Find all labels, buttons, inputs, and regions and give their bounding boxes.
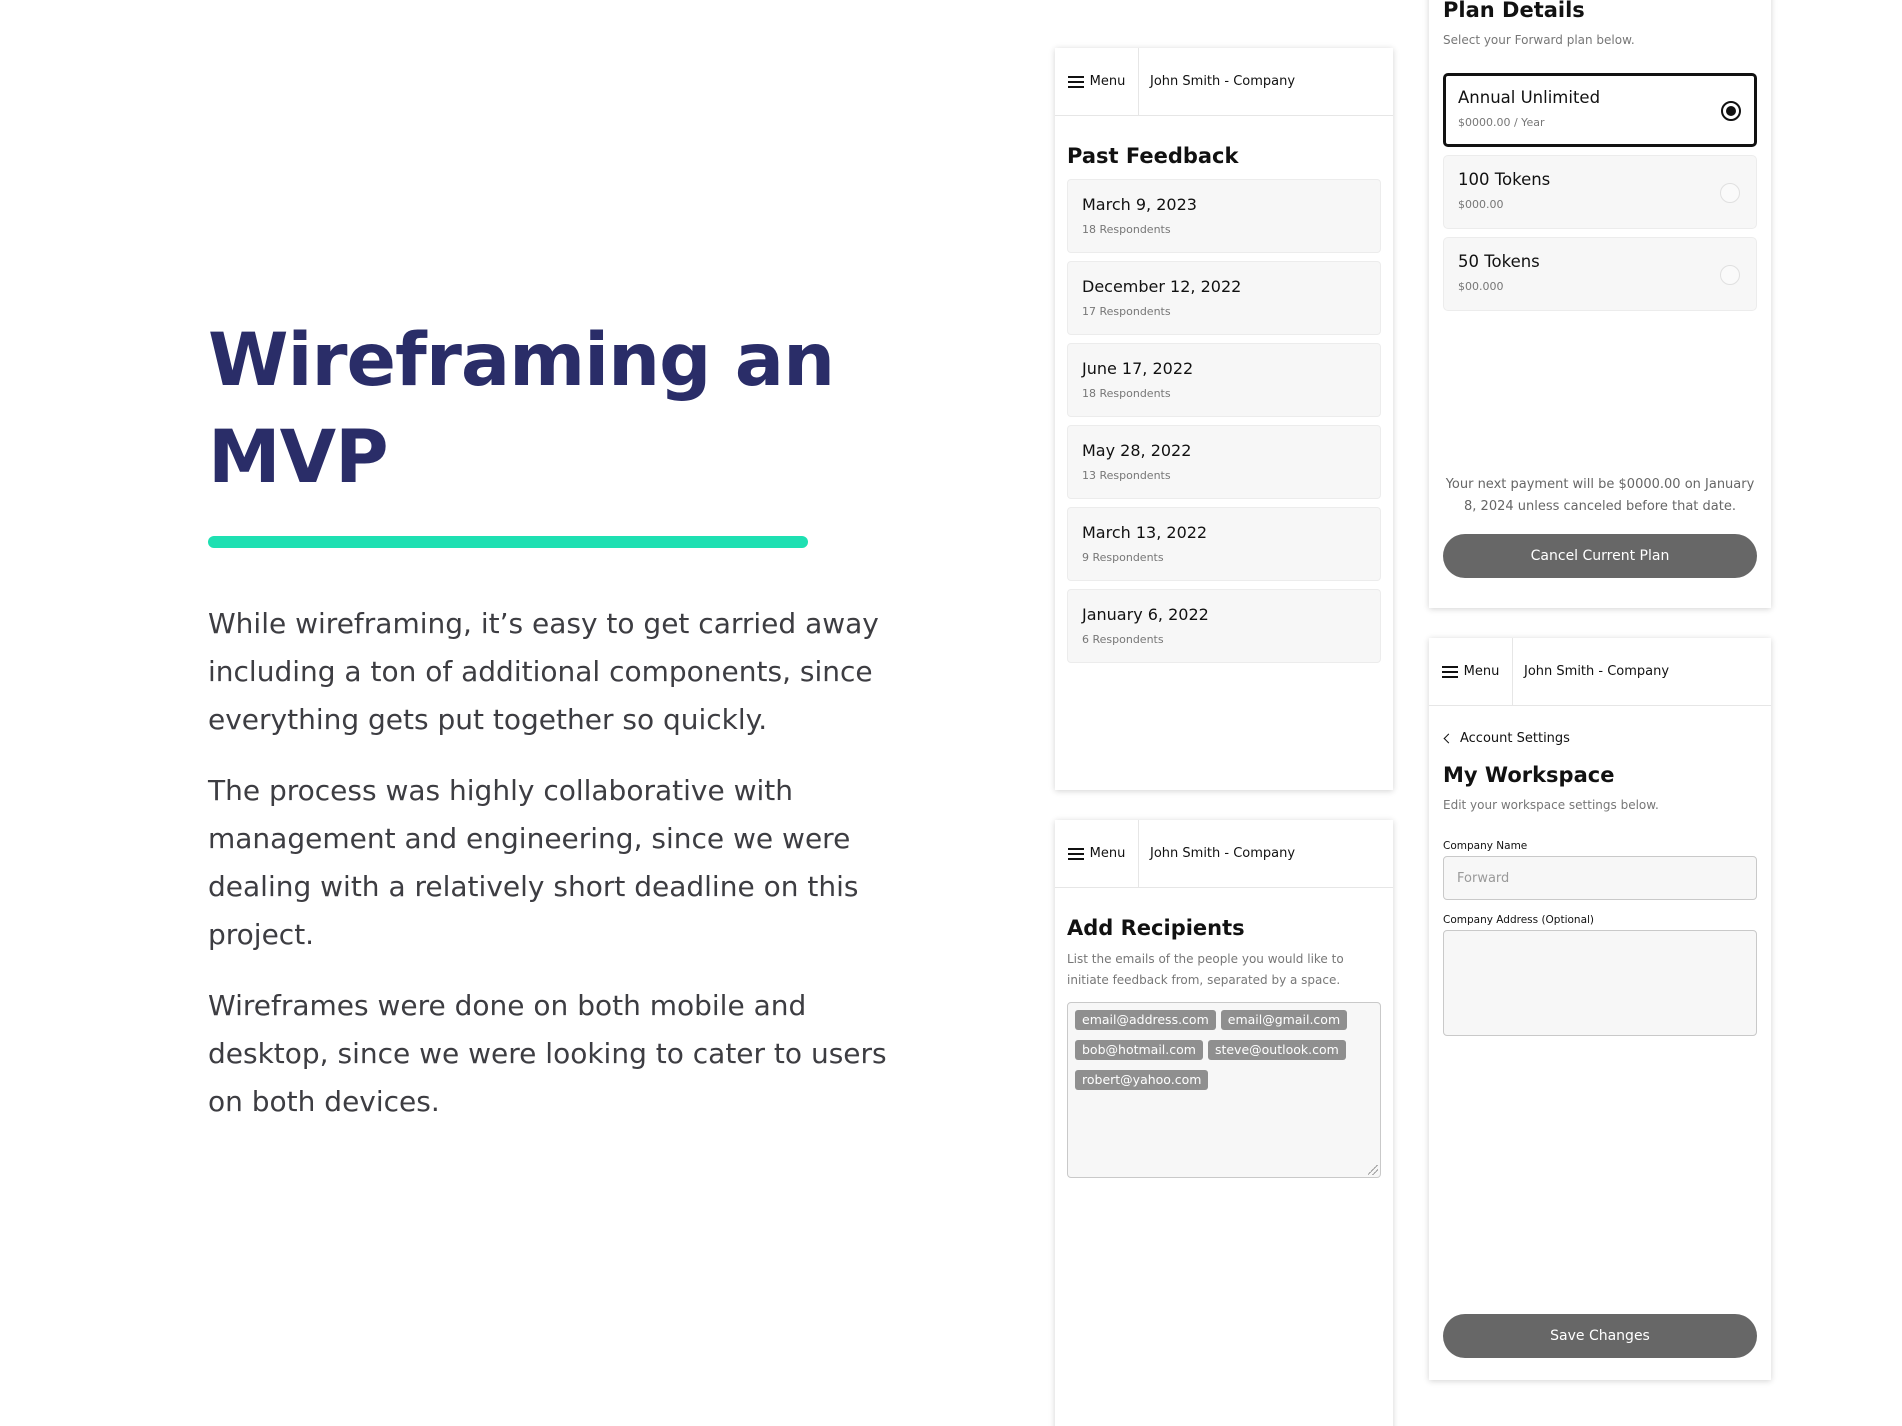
plan-price: $000.00 — [1458, 198, 1504, 211]
email-chip[interactable]: email@address.com — [1075, 1010, 1216, 1030]
plan-option-annual-unlimited[interactable] — [1443, 73, 1757, 147]
hamburger-icon — [1442, 663, 1458, 681]
feedback-respondents: 6 Respondents — [1082, 633, 1164, 646]
plan-name: 100 Tokens — [1458, 170, 1551, 189]
feedback-item[interactable] — [1067, 179, 1381, 253]
feedback-list — [1055, 179, 1393, 663]
menu-button[interactable] — [1055, 820, 1139, 887]
plan-details-screen — [1429, 0, 1771, 608]
chevron-left-icon — [1444, 734, 1454, 744]
page-title: Add Recipients — [1067, 916, 1245, 940]
past-feedback-screen — [1055, 48, 1393, 790]
menu-button[interactable] — [1429, 638, 1513, 705]
feedback-date: January 6, 2022 — [1082, 605, 1209, 624]
company-address-label: Company Address (Optional) — [1443, 914, 1595, 926]
feedback-date: June 17, 2022 — [1082, 359, 1194, 378]
menu-label: Menu — [1089, 846, 1126, 861]
top-bar — [1429, 638, 1771, 706]
feedback-respondents: 18 Respondents — [1082, 387, 1171, 400]
back-label: Account Settings — [1460, 731, 1570, 746]
feedback-item[interactable] — [1067, 507, 1381, 581]
page-title: Plan Details — [1443, 0, 1585, 22]
paragraph-2: The process was highly collaborative with management and engineering, since we were dealing with a relatively short deadline on this project. — [208, 774, 859, 951]
feedback-date: May 28, 2022 — [1082, 441, 1192, 460]
account-name[interactable]: John Smith - Company — [1150, 846, 1296, 861]
recipients-input[interactable] — [1067, 1002, 1381, 1178]
save-changes-button[interactable]: Save Changes — [1443, 1314, 1757, 1358]
page-subtitle: Select your Forward plan below. — [1443, 33, 1635, 47]
paragraph-1: While wireframing, it’s easy to get carried away including a ton of additional components, since everything gets put together so quickly. — [208, 607, 879, 736]
email-chip[interactable]: robert@yahoo.com — [1075, 1070, 1208, 1090]
page-title: My Workspace — [1443, 763, 1615, 787]
feedback-respondents: 17 Respondents — [1082, 305, 1171, 318]
plan-price: $00.000 — [1458, 280, 1504, 293]
company-address-field[interactable] — [1443, 930, 1757, 1036]
email-chip[interactable]: bob@hotmail.com — [1075, 1040, 1203, 1060]
headline-line-2: MVP — [208, 415, 388, 500]
company-name-field[interactable] — [1443, 856, 1757, 900]
feedback-date: March 13, 2022 — [1082, 523, 1208, 542]
add-recipients-screen — [1055, 820, 1393, 1426]
radio-selected-icon[interactable] — [1721, 101, 1741, 121]
resize-handle[interactable] — [1368, 1165, 1378, 1175]
top-bar — [1055, 48, 1393, 116]
plan-price: $0000.00 / Year — [1458, 116, 1545, 129]
top-bar — [1055, 820, 1393, 888]
plan-option-100-tokens[interactable] — [1443, 155, 1757, 229]
radio-unselected-icon[interactable] — [1720, 183, 1740, 203]
feedback-item[interactable] — [1067, 425, 1381, 499]
headline — [208, 312, 908, 506]
company-name-label: Company Name — [1443, 840, 1528, 852]
menu-label: Menu — [1089, 74, 1126, 89]
account-name[interactable]: John Smith - Company — [1524, 664, 1670, 679]
article — [208, 312, 908, 1149]
page-subtitle: Edit your workspace settings below. — [1443, 798, 1659, 812]
feedback-item[interactable] — [1067, 261, 1381, 335]
page-title: Past Feedback — [1067, 144, 1239, 168]
paragraph-3: Wireframes were done on both mobile and desktop, since we were looking to cater to users on both devices. — [208, 989, 887, 1118]
feedback-item[interactable] — [1067, 343, 1381, 417]
email-chip[interactable]: email@gmail.com — [1221, 1010, 1347, 1030]
cancel-plan-button[interactable]: Cancel Current Plan — [1443, 534, 1757, 578]
accent-bar — [208, 536, 808, 548]
menu-button[interactable] — [1055, 48, 1139, 115]
plan-option-50-tokens[interactable] — [1443, 237, 1757, 311]
menu-label: Menu — [1463, 664, 1500, 679]
hamburger-icon — [1068, 845, 1084, 863]
hamburger-icon — [1068, 73, 1084, 91]
my-workspace-screen — [1429, 638, 1771, 1380]
feedback-date: March 9, 2023 — [1082, 195, 1197, 214]
feedback-respondents: 13 Respondents — [1082, 469, 1171, 482]
page-subtitle: List the emails of the people you would like to initiate feedback from, separated by a space. — [1067, 952, 1344, 987]
back-to-account-settings[interactable] — [1443, 731, 1771, 746]
feedback-respondents: 18 Respondents — [1082, 223, 1171, 236]
radio-unselected-icon[interactable] — [1720, 265, 1740, 285]
plan-name: Annual Unlimited — [1458, 88, 1601, 107]
payment-note: Your next payment will be $0000.00 on January 8, 2024 unless canceled before that date. — [1445, 477, 1755, 514]
email-chip[interactable]: steve@outlook.com — [1208, 1040, 1346, 1060]
feedback-respondents: 9 Respondents — [1082, 551, 1164, 564]
article-body — [208, 600, 908, 1126]
feedback-item[interactable] — [1067, 589, 1381, 663]
account-name[interactable]: John Smith - Company — [1150, 74, 1296, 89]
feedback-date: December 12, 2022 — [1082, 277, 1242, 296]
headline-line-1: Wireframing an — [208, 318, 835, 403]
plan-name: 50 Tokens — [1458, 252, 1540, 271]
